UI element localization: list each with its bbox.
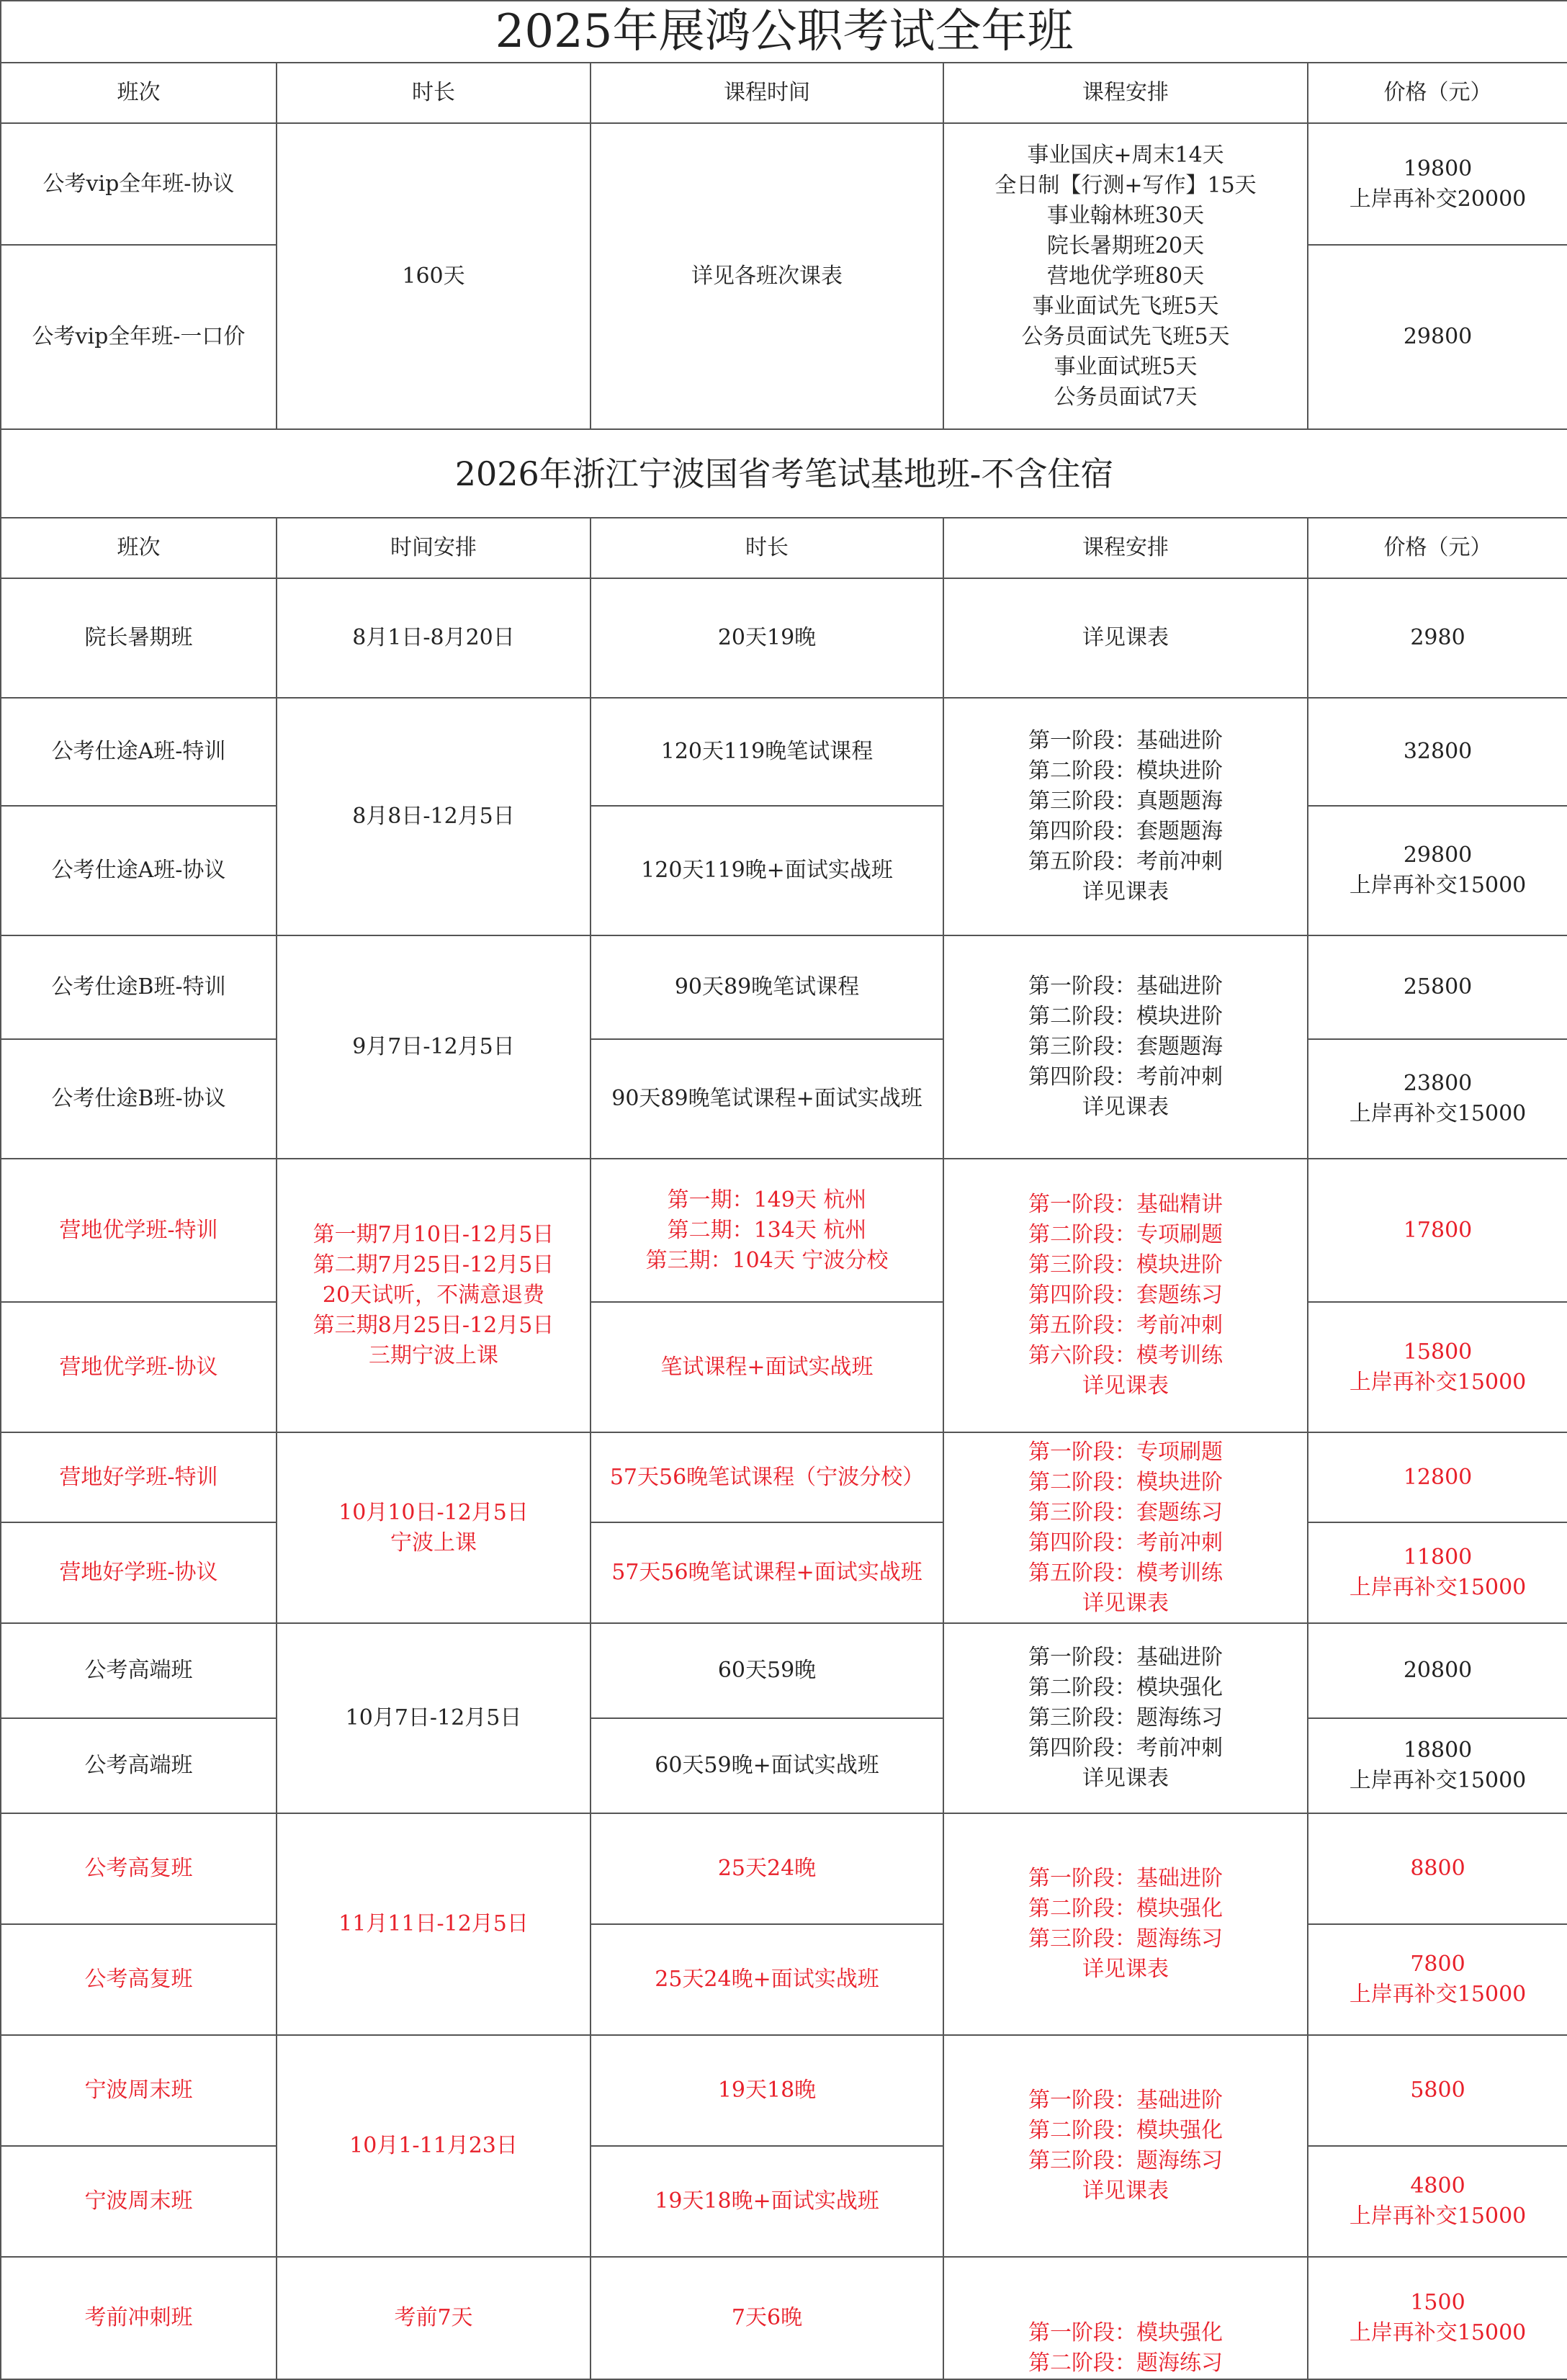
duration-cell: 57天56晚笔试课程+面试实战班 xyxy=(591,1522,943,1623)
duration-cell: 120天119晚笔试课程 xyxy=(591,698,943,806)
price-cell: 23800 上岸再补交15000 xyxy=(1308,1039,1567,1159)
duration-cell: 20天19晚 xyxy=(591,578,943,698)
class-name: 营地好学班-特训 xyxy=(1,1432,277,1522)
time-cell: 考前7天 xyxy=(277,2257,591,2379)
header-class: 班次 xyxy=(1,518,277,578)
duration-cell: 120天119晚+面试实战班 xyxy=(591,806,943,935)
class-name: 公考vip全年班-协议 xyxy=(1,123,277,245)
duration-cell: 19天18晚+面试实战班 xyxy=(591,2146,943,2257)
price-cell: 25800 xyxy=(1308,935,1567,1039)
price-cell: 4800 上岸再补交15000 xyxy=(1308,2146,1567,2257)
price-cell: 2980 xyxy=(1308,578,1567,698)
price-cell: 29800 xyxy=(1308,245,1567,429)
class-name: 公考高复班 xyxy=(1,1924,277,2035)
time-cell: 9月7日-12月5日 xyxy=(277,935,591,1159)
price-cell: 5800 xyxy=(1308,2035,1567,2146)
duration-cell: 60天59晚+面试实战班 xyxy=(591,1718,943,1813)
class-name: 公考仕途B班-协议 xyxy=(1,1039,277,1159)
class-name: 公考高端班 xyxy=(1,1623,277,1718)
header-time-arrangement: 时间安排 xyxy=(277,518,591,578)
class-name: 公考高复班 xyxy=(1,1813,277,1924)
price-cell: 15800 上岸再补交15000 xyxy=(1308,1302,1567,1432)
price-cell: 32800 xyxy=(1308,698,1567,806)
time-cell: 10月1-11月23日 xyxy=(277,2035,591,2257)
course-time-cell: 详见各班次课表 xyxy=(591,123,943,429)
duration-cell: 25天24晚+面试实战班 xyxy=(591,1924,943,2035)
class-name: 公考vip全年班-一口价 xyxy=(1,245,277,429)
schedule-cell: 第一阶段：基础精讲 第二阶段：专项刷题 第三阶段：模块进阶 第四阶段：套题练习 第五阶段：考前冲刺 第六阶段：模考训练 详见课表 xyxy=(943,1159,1308,1432)
duration-cell: 25天24晚 xyxy=(591,1813,943,1924)
class-name: 公考仕途B班-特训 xyxy=(1,935,277,1039)
class-name: 公考仕途A班-协议 xyxy=(1,806,277,935)
time-cell: 8月1日-8月20日 xyxy=(277,578,591,698)
schedule-cell: 第一阶段：基础进阶 第二阶段：模块强化 第三阶段：题海练习 第四阶段：考前冲刺 详见课表 xyxy=(943,1623,1308,1813)
header-price: 价格（元） xyxy=(1308,518,1567,578)
price-cell: 1500 上岸再补交15000 xyxy=(1308,2257,1567,2379)
schedule-cell: 第一阶段：基础进阶 第二阶段：模块强化 第三阶段：题海练习 详见课表 xyxy=(943,2035,1308,2257)
duration-cell: 7天6晚 xyxy=(591,2257,943,2379)
header-price: 价格（元） xyxy=(1308,63,1567,123)
time-cell: 10月7日-12月5日 xyxy=(277,1623,591,1813)
header-duration: 时长 xyxy=(277,63,591,123)
price-cell: 17800 xyxy=(1308,1159,1567,1302)
class-name: 营地优学班-协议 xyxy=(1,1302,277,1432)
section2-title: 2026年浙江宁波国省考笔试基地班-不含住宿 xyxy=(1,429,1567,518)
class-name: 考前冲刺班 xyxy=(1,2257,277,2379)
class-name: 公考高端班 xyxy=(1,1718,277,1813)
price-cell: 20800 xyxy=(1308,1623,1567,1718)
time-cell: 11月11日-12月5日 xyxy=(277,1813,591,2035)
duration-cell: 60天59晚 xyxy=(591,1623,943,1718)
price-cell: 29800 上岸再补交15000 xyxy=(1308,806,1567,935)
duration-cell: 90天89晚笔试课程+面试实战班 xyxy=(591,1039,943,1159)
class-name: 宁波周末班 xyxy=(1,2035,277,2146)
duration-cell: 57天56晚笔试课程（宁波分校） xyxy=(591,1432,943,1522)
class-name: 营地优学班-特训 xyxy=(1,1159,277,1302)
duration-cell: 19天18晚 xyxy=(591,2035,943,2146)
time-cell: 第一期7月10日-12月5日 第二期7月25日-12月5日 20天试听，不满意退费 第三期8月25日-12月5日 三期宁波上课 xyxy=(277,1159,591,1432)
price-cell: 7800 上岸再补交15000 xyxy=(1308,1924,1567,2035)
schedule-cell: 第一阶段：基础进阶 第二阶段：模块进阶 第三阶段：真题题海 第四阶段：套题题海 第五阶段：考前冲刺 详见课表 xyxy=(943,698,1308,935)
time-cell: 10月10日-12月5日 宁波上课 xyxy=(277,1432,591,1623)
class-name: 院长暑期班 xyxy=(1,578,277,698)
schedule-cell: 第一阶段：基础进阶 第二阶段：模块强化 第三阶段：题海练习 详见课表 xyxy=(943,1813,1308,2035)
price-cell: 11800 上岸再补交15000 xyxy=(1308,1522,1567,1623)
class-name: 公考仕途A班-特训 xyxy=(1,698,277,806)
schedule-cell: 事业国庆+周末14天 全日制【行测+写作】15天 事业翰林班30天 院长暑期班20天 营地优学班80天 事业面试先飞班5天 公务员面试先飞班5天 事业面试班5天 公务员面试7天 xyxy=(943,123,1308,429)
schedule-cell: 详见课表 xyxy=(943,578,1308,698)
section1-title: 2025年展鸿公职考试全年班 xyxy=(1,1,1567,63)
header-schedule: 课程安排 xyxy=(943,63,1308,123)
header-schedule: 课程安排 xyxy=(943,518,1308,578)
price-cell: 18800 上岸再补交15000 xyxy=(1308,1718,1567,1813)
class-name: 宁波周末班 xyxy=(1,2146,277,2257)
price-cell: 8800 xyxy=(1308,1813,1567,1924)
schedule-cell: 第一阶段：模块强化 第二阶段：题海练习 xyxy=(943,2257,1308,2379)
duration-cell: 90天89晚笔试课程 xyxy=(591,935,943,1039)
time-cell: 8月8日-12月5日 xyxy=(277,698,591,935)
class-name: 营地好学班-协议 xyxy=(1,1522,277,1623)
price-cell: 12800 xyxy=(1308,1432,1567,1522)
header-class: 班次 xyxy=(1,63,277,123)
header-duration: 时长 xyxy=(591,518,943,578)
schedule-cell: 第一阶段：基础进阶 第二阶段：模块进阶 第三阶段：套题题海 第四阶段：考前冲刺 详见课表 xyxy=(943,935,1308,1159)
schedule-cell: 第一阶段：专项刷题 第二阶段：模块进阶 第三阶段：套题练习 第四阶段：考前冲刺 第五阶段：模考训练 详见课表 xyxy=(943,1432,1308,1623)
duration-cell: 笔试课程+面试实战班 xyxy=(591,1302,943,1432)
price-cell: 19800 上岸再补交20000 xyxy=(1308,123,1567,245)
duration-cell: 第一期：149天 杭州 第二期：134天 杭州 第三期：104天 宁波分校 xyxy=(591,1159,943,1302)
duration-cell: 160天 xyxy=(277,123,591,429)
header-course-time: 课程时间 xyxy=(591,63,943,123)
